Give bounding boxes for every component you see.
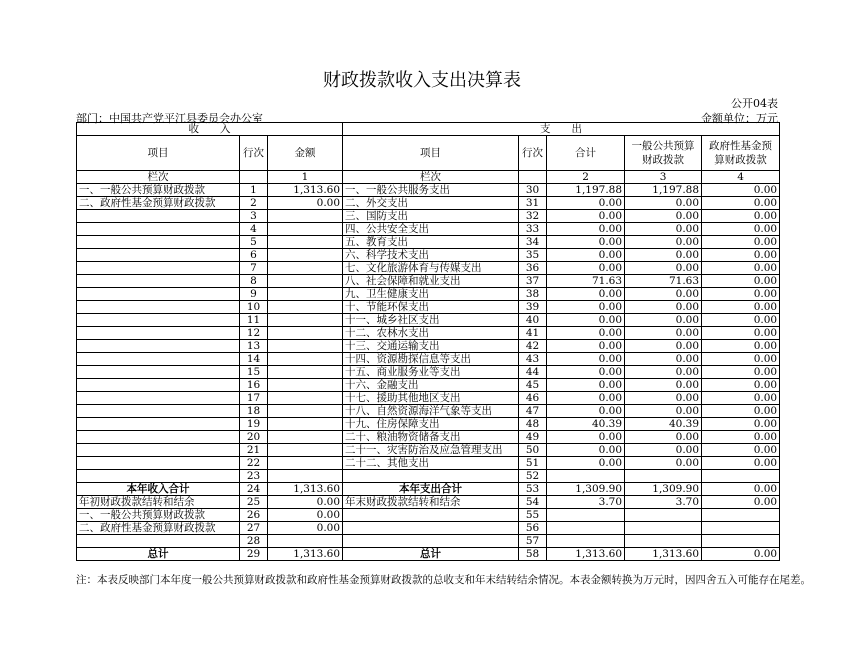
expense-header: 支 出	[343, 123, 780, 136]
header-row-sections	[77, 123, 780, 136]
income-amount	[268, 353, 343, 366]
expense-total	[547, 470, 625, 483]
income-item	[77, 210, 240, 223]
income-amount	[268, 301, 343, 314]
expense-total: 0.00	[547, 444, 625, 457]
expense-fund: 0.00	[702, 353, 780, 366]
income-amount: 0.00	[268, 496, 343, 509]
expense-item: 十六、金融支出	[343, 379, 519, 392]
income-item	[77, 288, 240, 301]
table-row	[77, 470, 780, 483]
income-amount	[268, 288, 343, 301]
expense-item: 一、一般公共服务支出	[343, 184, 519, 197]
income-amount	[268, 249, 343, 262]
expense-item: 总计	[343, 548, 519, 561]
header-row-columns	[77, 136, 780, 171]
table-row	[77, 210, 780, 223]
expense-total: 3.70	[547, 496, 625, 509]
expense-general: 0.00	[625, 210, 702, 223]
expense-rowno: 48	[519, 418, 547, 431]
expense-item: 二十二、其他支出	[343, 457, 519, 470]
expense-rowno: 35	[519, 249, 547, 262]
income-rowno: 22	[240, 457, 268, 470]
expense-fund: 0.00	[702, 327, 780, 340]
expense-rowno: 57	[519, 535, 547, 548]
expense-fund: 0.00	[702, 262, 780, 275]
expense-item: 十、节能环保支出	[343, 301, 519, 314]
expense-fund	[702, 522, 780, 535]
expense-total: 0.00	[547, 262, 625, 275]
table-row	[77, 366, 780, 379]
expense-item: 十二、农林水支出	[343, 327, 519, 340]
lanci-col1: 1	[268, 171, 343, 184]
expense-rowno: 38	[519, 288, 547, 301]
expense-general: 0.00	[625, 249, 702, 262]
expense-total: 71.63	[547, 275, 625, 288]
income-amount	[268, 223, 343, 236]
expense-total: 1,313.60	[547, 548, 625, 561]
income-rowno: 24	[240, 483, 268, 496]
income-amount	[268, 262, 343, 275]
table-row	[77, 483, 780, 496]
expense-item: 十一、城乡社区支出	[343, 314, 519, 327]
expense-fund: 0.00	[702, 548, 780, 561]
income-rowno: 10	[240, 301, 268, 314]
income-rowno: 15	[240, 366, 268, 379]
expense-rowno: 46	[519, 392, 547, 405]
income-item	[77, 418, 240, 431]
table-row	[77, 275, 780, 288]
expense-rowno: 37	[519, 275, 547, 288]
expense-fund: 0.00	[702, 288, 780, 301]
expense-rowno: 44	[519, 366, 547, 379]
table-row	[77, 327, 780, 340]
expense-rowno: 49	[519, 431, 547, 444]
expense-total: 0.00	[547, 379, 625, 392]
income-item: 本年收入合计	[77, 483, 240, 496]
income-amount	[268, 457, 343, 470]
col-item-header: 项目	[77, 136, 240, 171]
expense-rowno: 53	[519, 483, 547, 496]
expense-general: 0.00	[625, 262, 702, 275]
table-row	[77, 223, 780, 236]
lanci-col4: 4	[702, 171, 780, 184]
expense-general: 0.00	[625, 392, 702, 405]
expense-rowno: 54	[519, 496, 547, 509]
expense-fund: 0.00	[702, 496, 780, 509]
expense-fund: 0.00	[702, 184, 780, 197]
income-rowno: 3	[240, 210, 268, 223]
expense-rowno: 40	[519, 314, 547, 327]
income-rowno: 23	[240, 470, 268, 483]
table-row	[77, 418, 780, 431]
expense-total: 0.00	[547, 197, 625, 210]
expense-total	[547, 535, 625, 548]
income-amount	[268, 314, 343, 327]
income-amount: 0.00	[268, 509, 343, 522]
income-rowno: 5	[240, 236, 268, 249]
income-amount	[268, 275, 343, 288]
income-item: 二、政府性基金预算财政拨款	[77, 522, 240, 535]
expense-rowno: 32	[519, 210, 547, 223]
income-amount	[268, 535, 343, 548]
income-amount	[268, 470, 343, 483]
expense-rowno: 50	[519, 444, 547, 457]
expense-item: 十五、商业服务业等支出	[343, 366, 519, 379]
income-rowno: 26	[240, 509, 268, 522]
expense-general: 3.70	[625, 496, 702, 509]
expense-rowno: 45	[519, 379, 547, 392]
expense-fund: 0.00	[702, 210, 780, 223]
expense-item: 八、社会保障和就业支出	[343, 275, 519, 288]
income-rowno: 25	[240, 496, 268, 509]
col-fund-header: 政府性基金预算财政拨款	[702, 136, 780, 171]
income-item	[77, 535, 240, 548]
income-amount	[268, 327, 343, 340]
expense-item: 年末财政拨款结转和结余	[343, 496, 519, 509]
expense-item: 十七、援助其他地区支出	[343, 392, 519, 405]
table-row	[77, 509, 780, 522]
table-row	[77, 535, 780, 548]
income-item: 一、一般公共预算财政拨款	[77, 509, 240, 522]
income-amount	[268, 210, 343, 223]
income-rowno: 20	[240, 431, 268, 444]
expense-rowno: 30	[519, 184, 547, 197]
expense-general: 0.00	[625, 197, 702, 210]
income-rowno: 28	[240, 535, 268, 548]
income-amount	[268, 418, 343, 431]
expense-item	[343, 470, 519, 483]
expense-general: 0.00	[625, 405, 702, 418]
income-amount	[268, 379, 343, 392]
income-item	[77, 405, 240, 418]
income-item	[77, 275, 240, 288]
income-item: 一、一般公共预算财政拨款	[77, 184, 240, 197]
income-amount: 1,313.60	[268, 184, 343, 197]
expense-rowno: 39	[519, 301, 547, 314]
expense-total: 0.00	[547, 223, 625, 236]
income-rowno: 19	[240, 418, 268, 431]
expense-rowno: 31	[519, 197, 547, 210]
expense-fund	[702, 535, 780, 548]
income-rowno: 21	[240, 444, 268, 457]
income-rowno: 4	[240, 223, 268, 236]
expense-fund: 0.00	[702, 366, 780, 379]
expense-item: 二十、粮油物资储备支出	[343, 431, 519, 444]
expense-fund: 0.00	[702, 418, 780, 431]
col-item2-header: 项目	[343, 136, 519, 171]
expense-general: 0.00	[625, 327, 702, 340]
income-rowno: 2	[240, 197, 268, 210]
income-rowno: 14	[240, 353, 268, 366]
table-row	[77, 262, 780, 275]
expense-rowno: 33	[519, 223, 547, 236]
income-amount	[268, 236, 343, 249]
income-item: 总计	[77, 548, 240, 561]
expense-total: 0.00	[547, 392, 625, 405]
income-amount	[268, 366, 343, 379]
expense-fund: 0.00	[702, 392, 780, 405]
income-amount	[268, 405, 343, 418]
expense-total: 0.00	[547, 249, 625, 262]
expense-rowno: 52	[519, 470, 547, 483]
income-rowno: 13	[240, 340, 268, 353]
income-rowno: 11	[240, 314, 268, 327]
income-item	[77, 340, 240, 353]
expense-fund: 0.00	[702, 340, 780, 353]
table-row	[77, 496, 780, 509]
table-row	[77, 288, 780, 301]
expense-general: 0.00	[625, 353, 702, 366]
table-row	[77, 340, 780, 353]
col-rowno2-header: 行次	[519, 136, 547, 171]
expense-rowno: 56	[519, 522, 547, 535]
budget-table	[76, 122, 780, 561]
lanci-col3: 3	[625, 171, 702, 184]
expense-fund	[702, 509, 780, 522]
expense-item: 十九、住房保障支出	[343, 418, 519, 431]
expense-fund: 0.00	[702, 457, 780, 470]
expense-total: 0.00	[547, 353, 625, 366]
expense-general: 0.00	[625, 223, 702, 236]
expense-fund: 0.00	[702, 405, 780, 418]
col-total-header: 合计	[547, 136, 625, 171]
expense-total: 0.00	[547, 431, 625, 444]
lanci-empty	[240, 171, 268, 184]
income-header: 收 入	[77, 123, 343, 136]
income-rowno: 9	[240, 288, 268, 301]
income-item	[77, 223, 240, 236]
expense-rowno: 36	[519, 262, 547, 275]
expense-fund: 0.00	[702, 444, 780, 457]
income-rowno: 18	[240, 405, 268, 418]
income-item	[77, 301, 240, 314]
expense-item	[343, 535, 519, 548]
expense-fund: 0.00	[702, 301, 780, 314]
lanci-empty-2	[519, 171, 547, 184]
expense-general: 0.00	[625, 236, 702, 249]
income-amount: 1,313.60	[268, 483, 343, 496]
expense-general: 0.00	[625, 301, 702, 314]
table-row	[77, 353, 780, 366]
expense-total: 0.00	[547, 366, 625, 379]
table-row	[77, 197, 780, 210]
expense-item: 七、文化旅游体育与传媒支出	[343, 262, 519, 275]
expense-total	[547, 522, 625, 535]
col-general-header: 一般公共预算财政拨款	[625, 136, 702, 171]
income-item	[77, 262, 240, 275]
income-item	[77, 249, 240, 262]
table-row	[77, 405, 780, 418]
expense-total: 40.39	[547, 418, 625, 431]
income-item	[77, 353, 240, 366]
lanci-col2: 2	[547, 171, 625, 184]
table-row	[77, 457, 780, 470]
table-row	[77, 249, 780, 262]
expense-general: 0.00	[625, 288, 702, 301]
expense-item	[343, 509, 519, 522]
expense-general	[625, 509, 702, 522]
expense-rowno: 41	[519, 327, 547, 340]
expense-general: 0.00	[625, 314, 702, 327]
expense-fund	[702, 470, 780, 483]
expense-fund: 0.00	[702, 483, 780, 496]
income-item	[77, 457, 240, 470]
table-row	[77, 236, 780, 249]
expense-rowno: 43	[519, 353, 547, 366]
income-item	[77, 392, 240, 405]
expense-total: 0.00	[547, 405, 625, 418]
header-row-lanci	[77, 171, 780, 184]
expense-general: 0.00	[625, 366, 702, 379]
col-amount-header: 金额	[268, 136, 343, 171]
income-item	[77, 431, 240, 444]
expense-rowno: 58	[519, 548, 547, 561]
expense-general	[625, 535, 702, 548]
expense-general: 71.63	[625, 275, 702, 288]
expense-fund: 0.00	[702, 431, 780, 444]
expense-fund: 0.00	[702, 275, 780, 288]
income-rowno: 27	[240, 522, 268, 535]
expense-total: 0.00	[547, 327, 625, 340]
expense-fund: 0.00	[702, 197, 780, 210]
table-row	[77, 431, 780, 444]
expense-total: 0.00	[547, 288, 625, 301]
income-rowno: 17	[240, 392, 268, 405]
income-amount: 0.00	[268, 522, 343, 535]
table-row	[77, 444, 780, 457]
income-rowno: 8	[240, 275, 268, 288]
income-item	[77, 379, 240, 392]
expense-item: 十八、自然资源海洋气象等支出	[343, 405, 519, 418]
income-item	[77, 327, 240, 340]
unit-label: 金额单位：万元	[701, 112, 778, 125]
expense-total: 0.00	[547, 314, 625, 327]
lanci-label-2: 栏次	[343, 171, 519, 184]
col-rowno-header: 行次	[240, 136, 268, 171]
table-row	[77, 548, 780, 561]
income-amount: 1,313.60	[268, 548, 343, 561]
expense-fund: 0.00	[702, 314, 780, 327]
income-item	[77, 236, 240, 249]
expense-item: 十四、资源勘探信息等支出	[343, 353, 519, 366]
income-rowno: 6	[240, 249, 268, 262]
expense-item: 本年支出合计	[343, 483, 519, 496]
income-item: 年初财政拨款结转和结余	[77, 496, 240, 509]
expense-fund: 0.00	[702, 379, 780, 392]
table-row	[77, 522, 780, 535]
income-amount	[268, 431, 343, 444]
expense-general	[625, 470, 702, 483]
expense-total: 0.00	[547, 236, 625, 249]
expense-general: 1,309.90	[625, 483, 702, 496]
income-amount	[268, 392, 343, 405]
expense-general: 0.00	[625, 340, 702, 353]
expense-general: 0.00	[625, 379, 702, 392]
expense-item: 二、外交支出	[343, 197, 519, 210]
table-row	[77, 314, 780, 327]
income-item	[77, 444, 240, 457]
expense-total: 1,197.88	[547, 184, 625, 197]
expense-general: 1,197.88	[625, 184, 702, 197]
expense-total: 0.00	[547, 210, 625, 223]
income-rowno: 12	[240, 327, 268, 340]
expense-rowno: 34	[519, 236, 547, 249]
form-number: 公开04表	[731, 97, 778, 110]
expense-item: 十三、交通运输支出	[343, 340, 519, 353]
page-title: 财政拨款收入支出决算表	[323, 70, 521, 91]
expense-general	[625, 522, 702, 535]
income-amount: 0.00	[268, 197, 343, 210]
expense-total	[547, 509, 625, 522]
income-rowno: 16	[240, 379, 268, 392]
expense-item: 三、国防支出	[343, 210, 519, 223]
expense-general: 40.39	[625, 418, 702, 431]
department-label: 部门：中国共产党平江县委员会办公室	[76, 112, 263, 125]
expense-item: 二十一、灾害防治及应急管理支出	[343, 444, 519, 457]
expense-rowno: 42	[519, 340, 547, 353]
table-row	[77, 379, 780, 392]
expense-fund: 0.00	[702, 223, 780, 236]
income-amount	[268, 340, 343, 353]
lanci-label: 栏次	[77, 171, 240, 184]
table-row	[77, 392, 780, 405]
income-item	[77, 470, 240, 483]
expense-total: 0.00	[547, 457, 625, 470]
expense-rowno: 47	[519, 405, 547, 418]
income-amount	[268, 444, 343, 457]
expense-general: 0.00	[625, 444, 702, 457]
income-rowno: 7	[240, 262, 268, 275]
table-row	[77, 301, 780, 314]
expense-general: 0.00	[625, 431, 702, 444]
income-rowno: 1	[240, 184, 268, 197]
income-item	[77, 366, 240, 379]
footnote: 注：本表反映部门本年度一般公共预算财政拨款和政府性基金预算财政拨款的总收支和年末结转结余情况。本表金额转换为万元时，因四舍五入可能存在尾差。	[76, 574, 811, 586]
expense-total: 0.00	[547, 301, 625, 314]
table-row	[77, 184, 780, 197]
expense-total: 0.00	[547, 340, 625, 353]
income-rowno: 29	[240, 548, 268, 561]
income-item	[77, 314, 240, 327]
expense-item: 六、科学技术支出	[343, 249, 519, 262]
expense-total: 1,309.90	[547, 483, 625, 496]
expense-item	[343, 522, 519, 535]
expense-item: 五、教育支出	[343, 236, 519, 249]
expense-rowno: 55	[519, 509, 547, 522]
income-item: 二、政府性基金预算财政拨款	[77, 197, 240, 210]
expense-fund: 0.00	[702, 249, 780, 262]
expense-item: 四、公共安全支出	[343, 223, 519, 236]
expense-rowno: 51	[519, 457, 547, 470]
expense-fund: 0.00	[702, 236, 780, 249]
expense-item: 九、卫生健康支出	[343, 288, 519, 301]
expense-general: 1,313.60	[625, 548, 702, 561]
expense-general: 0.00	[625, 457, 702, 470]
